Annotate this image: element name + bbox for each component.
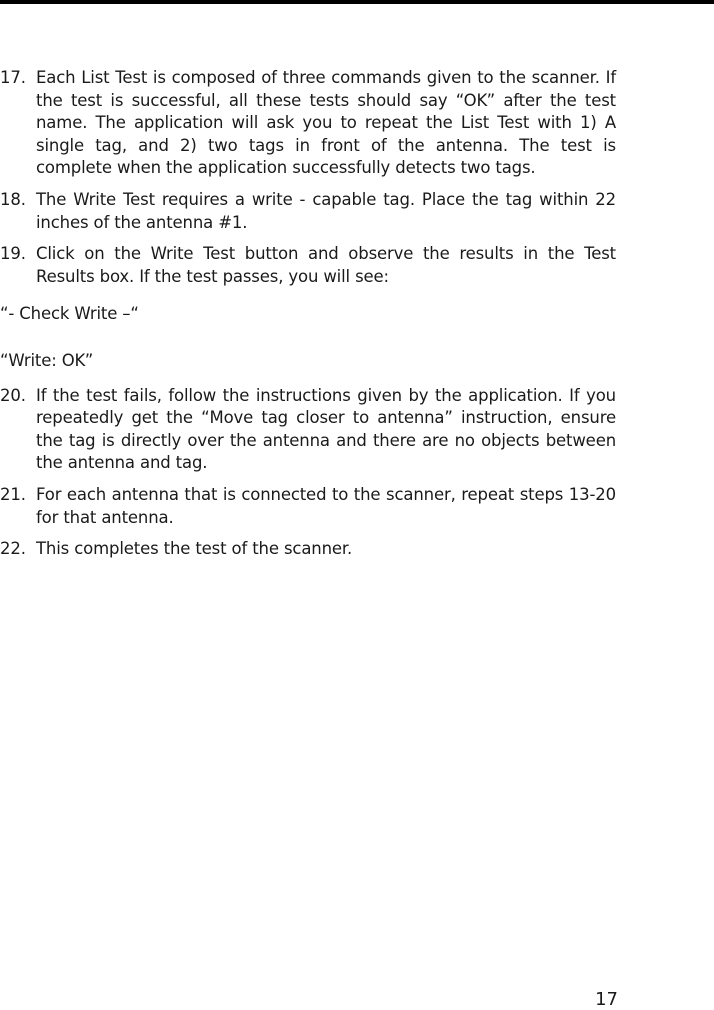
top-rule: [0, 0, 714, 4]
write-ok-quote: “Write: OK”: [0, 350, 94, 370]
step-text: The Write Test requires a write - capable tag. Place the tag within 22 inches of the antenna #1.: [36, 189, 616, 232]
step-number: 19.: [0, 244, 26, 264]
step-text: Each List Test is composed of three commands given to the scanner. If the test is successful, all these tests should say “OK” after the test name. The application will ask you to repeat the List Test with 1) A single tag, and 2) two tags in front of the antenna. The test is complete when the application successfully detects two tags.: [36, 68, 616, 178]
step-21: [0, 484, 616, 529]
step-number: 20.: [0, 385, 26, 405]
document-body: [0, 67, 616, 570]
step-19: [0, 243, 616, 288]
step-18: [0, 189, 616, 234]
page-number: 17: [595, 989, 618, 1010]
step-text: If the test fails, follow the instructions given by the application. If you repeatedly get the “Move tag closer to antenna” instruction, ensure the tag is directly over the antenna and there are no objects between the antenna and tag.: [36, 385, 616, 473]
step-number: 21.: [0, 484, 26, 504]
step-22: [0, 538, 616, 561]
step-20: [0, 385, 616, 475]
step-text: Click on the Write Test button and observe the results in the Test Results box. If the test passes, you will see:: [36, 244, 616, 286]
step-17: [0, 67, 616, 180]
check-write-quote: “- Check Write –“: [0, 304, 139, 324]
step-number: 17.: [0, 68, 26, 87]
step-text: For each antenna that is connected to the scanner, repeat steps 13-20 for that antenna.: [36, 484, 616, 527]
step-text: This completes the test of the scanner.: [36, 539, 353, 559]
step-number: 22.: [0, 539, 26, 559]
step-number: 18.: [0, 189, 26, 209]
